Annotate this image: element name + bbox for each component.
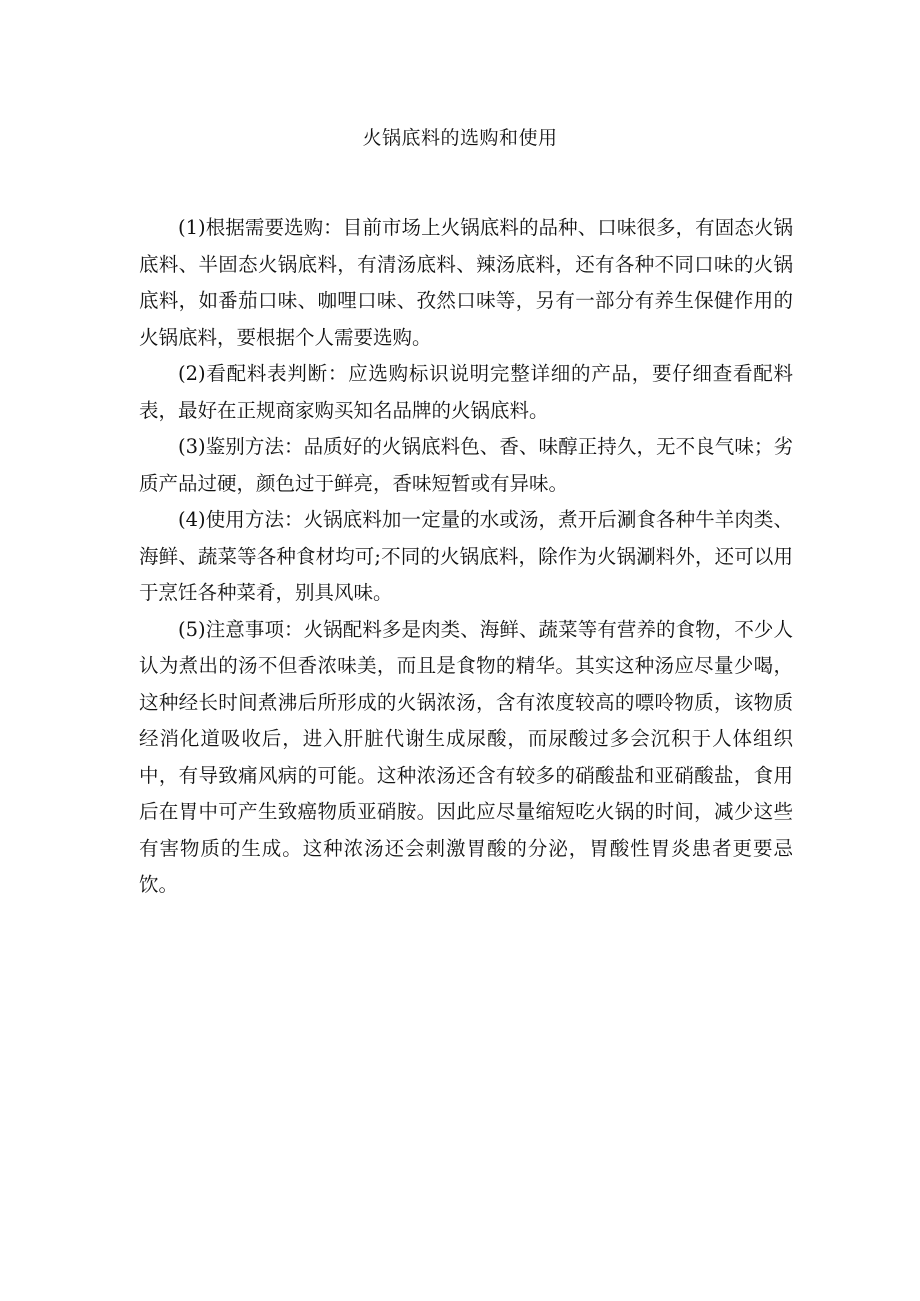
paragraph-selection-by-need: (1)根据需要选购：目前市场上火锅底料的品种、口味很多，有固态火锅底料、半固态火锅底料，有清汤底料、辣汤底料，还有各种不同口味的火锅底料，如番茄口味、咖哩口味、孜然口味等，另有一部分有养生保健作用的火锅底料，要根据个人需要选购。 [139,216,793,349]
paragraph-precautions: (5)注意事项：火锅配料多是肉类、海鲜、蔬菜等有营养的食物，不少人认为煮出的汤不但香浓味美，而且是食物的精华。其实这种汤应尽量少喝，这种经长时间煮沸后所形成的火锅浓汤，含有浓度较高的嘌呤物质，该物质经消化道吸收后，进入肝脏代谢生成尿酸，而尿酸过多会沉积于人体组织中，有导致痛风病的可能。这种浓汤还含有较多的硝酸盐和亚硝酸盐，食用后在胃中可产生致癌物质亚硝胺。因此应尽量缩短吃火锅的时间，减少这些有害物质的生成。这种浓汤还会刺激胃酸的分泌，胃酸性胃炎患者更要忌饮。 [139,617,793,896]
paragraph-identification-method: (3)鉴别方法：品质好的火锅底料色、香、味醇正持久，无不良气味；劣质产品过硬，颜色过于鲜亮，香味短暂或有异味。 [139,435,793,495]
document-title: 火锅底料的选购和使用 [362,127,558,149]
document-body [139,210,793,904]
paragraph-usage-method: (4)使用方法：火锅底料加一定量的水或汤，煮开后涮食各种牛羊肉类、海鲜、蔬菜等各种食材均可;不同的火锅底料，除作为火锅涮料外，还可以用于烹饪各种菜肴，别具风味。 [139,508,793,604]
paragraph-ingredient-list: (2)看配料表判断：应选购标识说明完整详细的产品，要仔细查看配料表，最好在正规商家购买知名品牌的火锅底料。 [139,362,793,422]
